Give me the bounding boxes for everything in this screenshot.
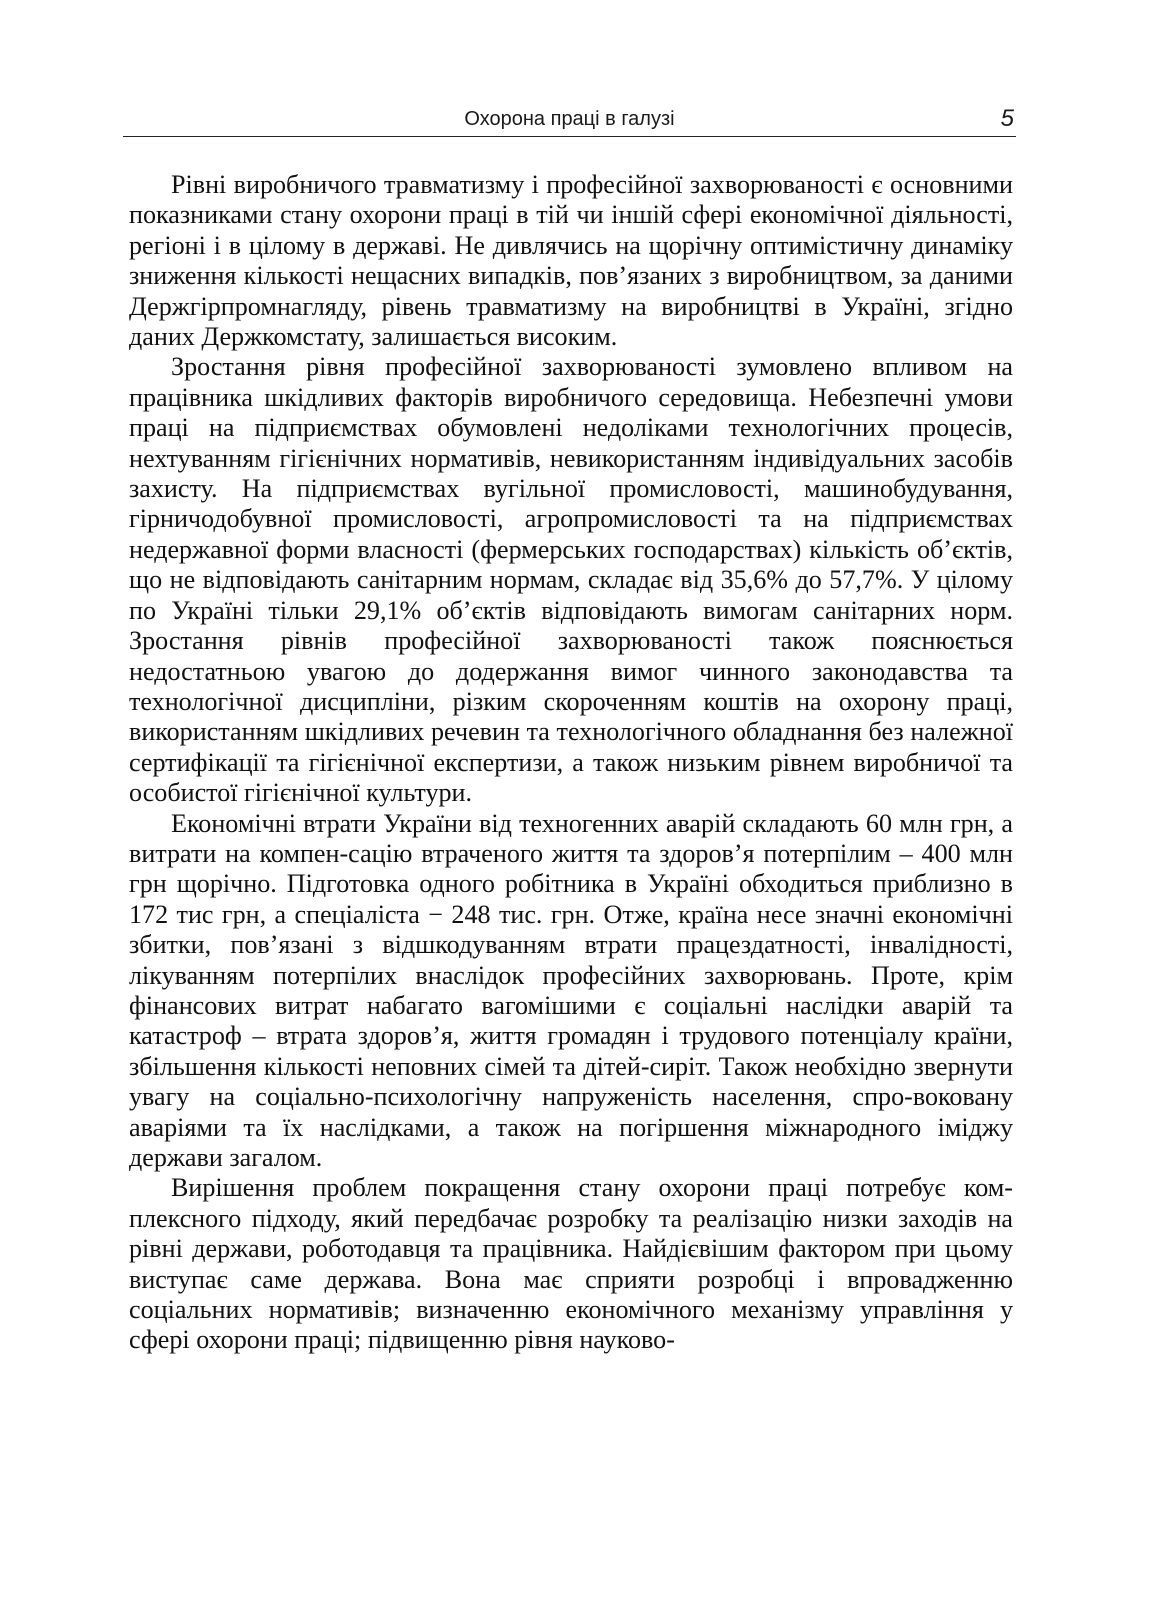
body-text [129,170,1013,1356]
page-number: 5 [1000,105,1014,132]
paragraph-3: Економічні втрати України від техногенних аварій складають 60 млн грн, а витрати на компен-сацію втраченого життя та здоров’я потерпілим – 400 млн грн щорічно. Підготовка одного робітника в Україні обходиться приблизно в 172 тис грн, а спеціаліста − 248 тис. грн. Отже, країна несе значні економічні збитки, пов’язані з відшкодуванням втрати працездатності, інвалідності, лікуванням потерпілих внаслідок професійних захворювань. Проте, крім фінансових витрат набагато вагомішими є соціальні наслідки аварій та катастроф – втрата здоров’я, життя громадян і трудового потенціалу країни, збільшення кількості неповних сімей та дітей-сиріт. Також необхідно звернути увагу на соціально-психологічну напруженість населення, спро-воковану аваріями та їх наслідками, а також на погіршення міжнародного іміджу держави загалом. [129,808,1013,1172]
running-header [123,104,1016,137]
running-title: Охорона праці в галузі [464,108,675,130]
paragraph-1: Рівні виробничого травматизму і професійної захворюваності є основними показниками стану охорони праці в тій чи іншій сфері економічної діяльності, регіоні і в цілому в державі. Не дивлячись на щорічну оптимістичну динаміку зниження кількості нещасних випадків, пов’язаних з виробництвом, за даними Держгірпромнагляду, рівень травматизму на виробництві в Україні, згідно даних Держкомстату, залишається високим. [129,170,1013,352]
paragraph-2: Зростання рівня професійної захворюваності зумовлено впливом на працівника шкідливих факторів виробничого середовища. Небезпечні умови праці на підприємствах обумовлені недоліками технологічних процесів, нехтуванням гігієнічних нормативів, невикористанням індивідуальних засобів захисту. На підприємствах вугільної промисловості, машинобудування, гірничодобувної промисловості, агропромисловості та на підприємствах недержавної форми власності (фермерських господарствах) кількість об’єктів, що не відповідають санітарним нормам, складає від 35,6% до 57,7%. У цілому по Україні тільки 29,1% об’єктів відповідають вимогам санітарних норм. Зростання рівнів професійної захворюваності також пояснюється недостатньою увагою до додержання вимог чинного законодавства та технологічної дисципліни, різким скороченням коштів на охорону праці, використанням шкідливих речевин та технологічного обладнання без належної сертифікації та гігієнічної експертизи, а також низьким рівнем виробничої та особистої гігієнічної культури. [129,352,1013,808]
paragraph-4: Вирішення проблем покращення стану охорони праці потребує комплексного підходу, який передбачає розробку та реалізацію низки заходів на рівні держави, роботодавця та працівника. Найдієвішим фактором при цьому виступає саме держава. Вона має сприяти розробці і впровадженню соціальних нормативів; визначенню економічного механізму управління у сфері охорони праці; підвищенню рівня науково- [129,1173,1013,1355]
